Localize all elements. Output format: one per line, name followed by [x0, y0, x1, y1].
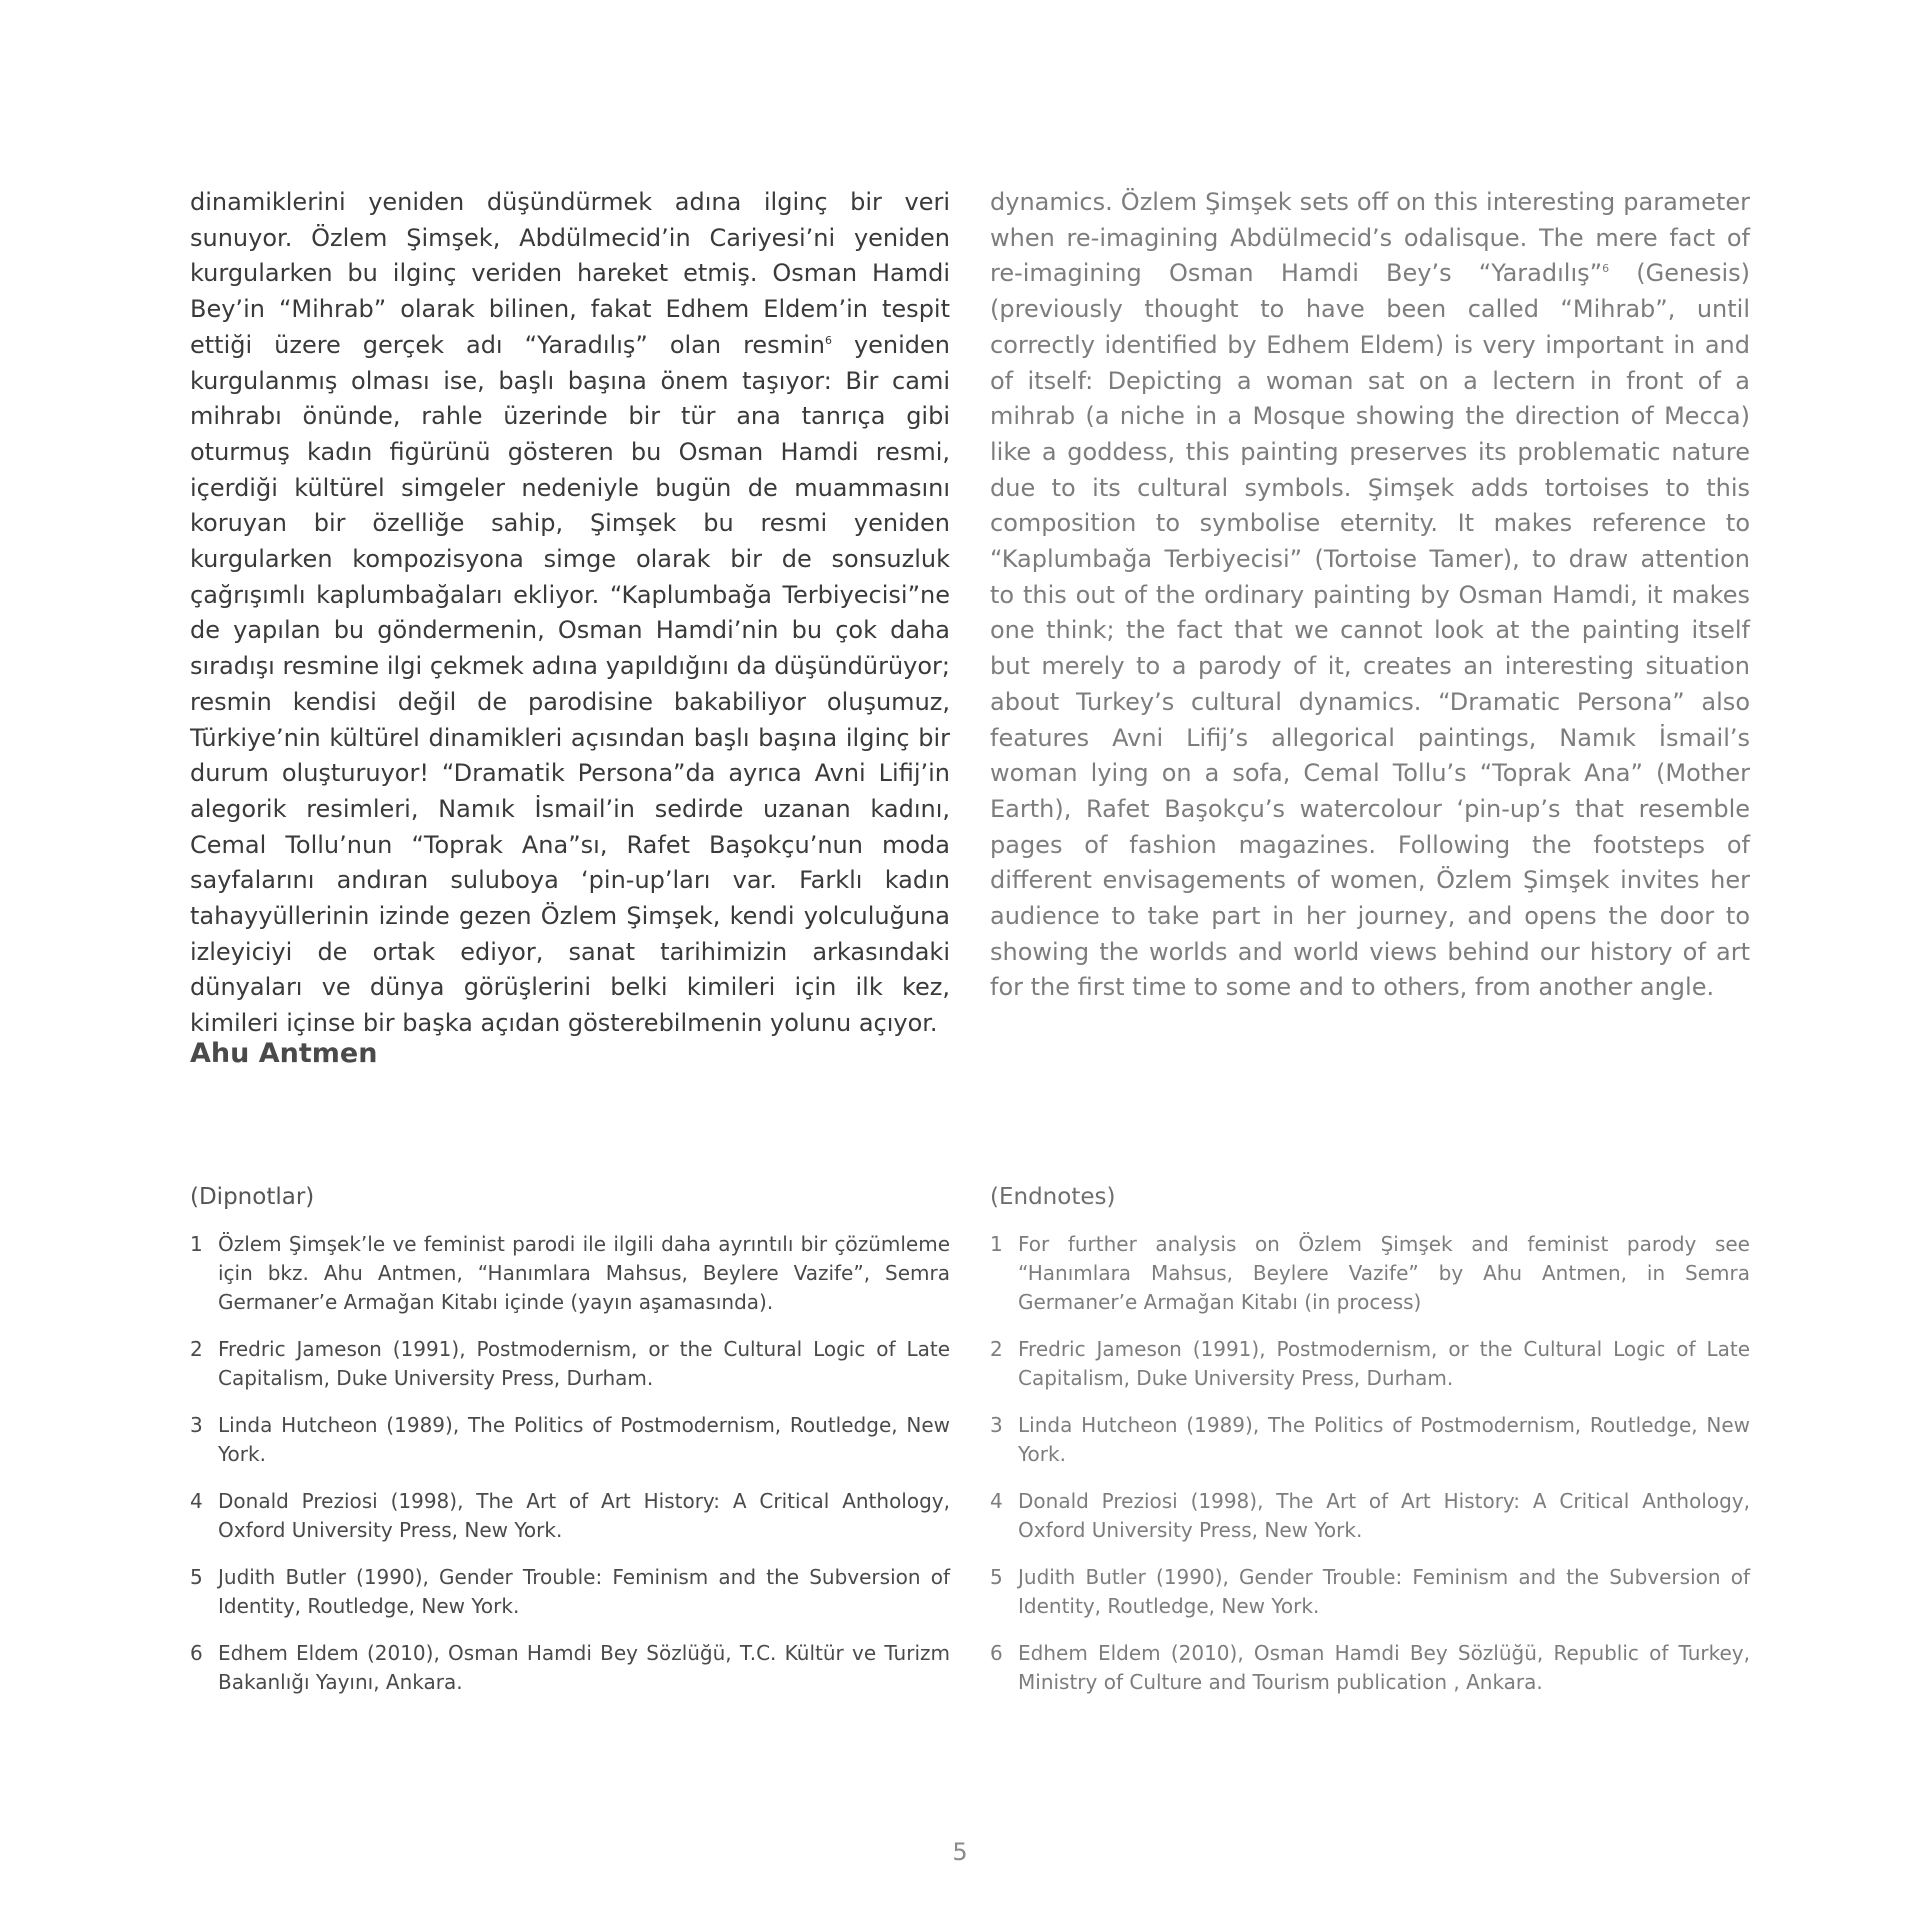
english-paragraph-part-b: (Genesis) (previously thought to have been called “Mihrab”, until correctly identified by Edhem Eldem) is very important in and of itself: Depicting a woman sat on a lectern in front of a mihrab (a niche in a Mosque showing the direction of Mecca) like a goddess, this painting preserves its problematic nature due to its cultural symbols. Şimşek adds tortoises to this composition to symbolise eternity. It makes reference to “Kaplumbağa Terbiyecisi” (Tortoise Tamer), to draw attention to this out of the ordinary painting by Osman Hamdi, it makes one think; the fact that we cannot look at the painting itself but merely to a parody of it, creates an interesting situation about Turkey’s cultural dynamics. “Dramatic Persona” also features Avni Lifij’s allegorical paintings, Namık İsmail’s woman lying on a sofa, Cemal Tollu’s “Toprak Ana” (Mother Earth), Rafet Başokçu’s watercolour ‘pin-up’s that resemble pages of fashion magazines. Following the footsteps of different envisagements of women, Özlem Şimşek invites her audience to take part in her journey, and opens the door to showing the worlds and world views behind our history of art for the first time to some and to others, from another angle. — [990, 259, 1750, 1002]
endnote-text: Judith Butler (1990), Gender Trouble: Feminism and the Subversion of Identity, Routledge, New York. — [1018, 1565, 1750, 1618]
footnote-item — [190, 1230, 950, 1317]
endnote-number: 1 — [990, 1232, 1003, 1256]
english-paragraph-part-a: dynamics. Özlem Şimşek sets off on this interesting parameter when re-imagining Abdülmecid’s odalisque. The mere fact of re-imagining Osman Hamdi Bey’s “Yaradılış” — [990, 188, 1750, 288]
footnote-item — [190, 1411, 950, 1469]
endnote-text: Linda Hutcheon (1989), The Politics of Postmodernism, Routledge, New York. — [1018, 1413, 1750, 1466]
footnote-item — [190, 1487, 950, 1545]
turkish-paragraph-part-a: dinamiklerini yeniden düşündürmek adına ilginç bir veri sunuyor. Özlem Şimşek, Abdülmecid’in Cariyesi’ni yeniden kurgularken bu ilginç veriden hareket etmiş. Osman Hamdi Bey’in “Mihrab” olarak bilinen, fakat Edhem Eldem’in tespit ettiği üzere gerçek adı “Yaradılış” olan resmin — [190, 188, 950, 359]
turkish-paragraph — [190, 185, 950, 1042]
endnote-text: For further analysis on Özlem Şimşek and feminist parody see “Hanımlara Mahsus, Beylere Vazife” by Ahu Antmen, in Semra Germaner’e Armağan Kitabı (in process) — [1018, 1232, 1750, 1314]
page-number: 5 — [952, 1838, 968, 1866]
turkish-paragraph-part-b: yeniden kurgulanmış olması ise, başlı başına önem taşıyor: Bir cami mihrabı önünde, rahle üzerinde bir tür ana tanrıça gibi oturmuş kadın figürünü gösteren bu Osman Hamdi resmi, içerdiği kültürel simgeler nedeniyle bugün de muammasını koruyan bir özelliğe sahip, Şimşek bu resmi yeniden kurgularken kompozisyona simge olarak bir de sonsuzluk çağrışımlı kaplumbağaları ekliyor. “Kaplumbağa Terbiyecisi”ne de yapılan bu göndermenin, Osman Hamdi’nin bu çok daha sıradışı resmine ilgi çekmek adına yapıldığını da düşündürüyor; resmin kendisi değil de parodisine bakabiliyor oluşumuz, Türkiye’nin kültürel dinamikleri açısından başlı başına ilginç bir durum oluşturuyor! “Dramatik Persona”da ayrıca Avni Lifij’in alegorik resimleri, Namık İsmail’in sedirde uzanan kadını, Cemal Tollu’nun “Toprak Ana”sı, Rafet Başokçu’nun moda sayfalarını andıran suluboya ‘pin-up’ları var. Farklı kadın tahayyüllerinin izinde gezen Özlem Şimşek, kendi yolculuğuna izleyiciyi de ortak ediyor, sanat tarihimizin arkasındaki dünyaları ve dünya görüşlerini belki kimileri için ilk kez, kimileri içinse bir başka açıdan gösterebilmenin yolunu açıyor. — [190, 330, 950, 1038]
footnote-number: 6 — [190, 1641, 203, 1665]
footnote-number: 5 — [190, 1565, 203, 1589]
endnote-number: 5 — [990, 1565, 1003, 1589]
footnote-text: Donald Preziosi (1998), The Art of Art History: A Critical Anthology, Oxford University Press, New York. — [218, 1489, 950, 1542]
endnote-number: 6 — [990, 1641, 1003, 1665]
footnote-number: 3 — [190, 1413, 203, 1437]
endnote-item — [990, 1335, 1750, 1393]
endnote-number: 3 — [990, 1413, 1003, 1437]
footnote-text: Judith Butler (1990), Gender Trouble: Feminism and the Subversion of Identity, Routledge, New York. — [218, 1565, 950, 1618]
footnote-text: Edhem Eldem (2010), Osman Hamdi Bey Sözlüğü, T.C. Kültür ve Turizm Bakanlığı Yayını, Ankara. — [218, 1641, 950, 1694]
endnotes-list — [990, 1230, 1750, 1715]
english-paragraph — [990, 185, 1750, 1006]
footnote-number: 1 — [190, 1232, 203, 1256]
footnote-ref-6: 6 — [824, 333, 832, 347]
footnote-item — [190, 1639, 950, 1697]
endnote-text: Fredric Jameson (1991), Postmodernism, or the Cultural Logic of Late Capitalism, Duke University Press, Durham. — [1018, 1337, 1750, 1390]
endnote-text: Donald Preziosi (1998), The Art of Art History: A Critical Anthology, Oxford University Press, New York. — [1018, 1489, 1750, 1542]
endnote-item — [990, 1230, 1750, 1317]
endnote-text: Edhem Eldem (2010), Osman Hamdi Bey Sözlüğü, Republic of Turkey, Ministry of Culture and Tourism publication , Ankara. — [1018, 1641, 1750, 1694]
footnote-item — [190, 1563, 950, 1621]
endnote-number: 4 — [990, 1489, 1003, 1513]
turkish-body-text — [190, 185, 950, 1042]
footnote-item — [190, 1335, 950, 1393]
endnote-ref-6: 6 — [1602, 262, 1610, 276]
footnote-text: Özlem Şimşek’le ve feminist parodi ile ilgili daha ayrıntılı bir çözümleme için bkz. Ahu Antmen, “Hanımlara Mahsus, Beylere Vazife”, Semra Germaner’e Armağan Kitabı içinde (yayın aşamasında). — [218, 1232, 950, 1314]
endnote-number: 2 — [990, 1337, 1003, 1361]
endnote-item — [990, 1487, 1750, 1545]
footnotes-title: (Dipnotlar) — [190, 1184, 315, 1210]
author-name: Ahu Antmen — [190, 1038, 378, 1069]
footnotes-list — [190, 1230, 950, 1715]
footnote-number: 2 — [190, 1337, 203, 1361]
english-body-text — [990, 185, 1750, 1006]
footnote-number: 4 — [190, 1489, 203, 1513]
endnote-item — [990, 1563, 1750, 1621]
footnote-text: Linda Hutcheon (1989), The Politics of Postmodernism, Routledge, New York. — [218, 1413, 950, 1466]
endnotes-title: (Endnotes) — [990, 1184, 1116, 1210]
footnote-text: Fredric Jameson (1991), Postmodernism, or the Cultural Logic of Late Capitalism, Duke University Press, Durham. — [218, 1337, 950, 1390]
endnote-item — [990, 1411, 1750, 1469]
endnote-item — [990, 1639, 1750, 1697]
